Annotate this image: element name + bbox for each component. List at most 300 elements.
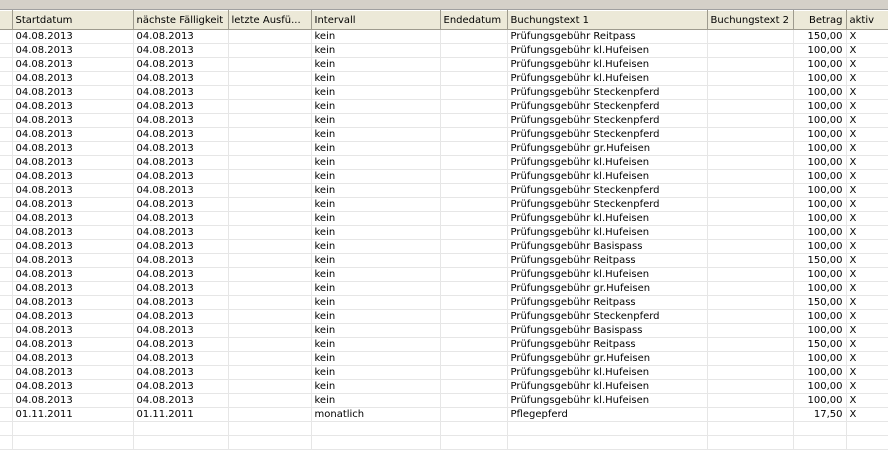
cell-startdatum[interactable]: 01.11.2011 [12,408,133,422]
cell-startdatum[interactable]: 04.08.2013 [12,30,133,44]
row-selector[interactable] [0,324,12,338]
cell-endedatum[interactable] [440,100,507,114]
row-selector[interactable] [0,338,12,352]
cell-betrag[interactable]: 100,00 [793,142,846,156]
cell-buchungstext-2[interactable] [707,184,793,198]
cell-buchungstext-1[interactable]: Prüfungsgebühr kl.Hufeisen [507,44,707,58]
cell-intervall[interactable]: kein [311,128,440,142]
cell-buchungstext-1[interactable]: Prüfungsgebühr Reitpass [507,30,707,44]
cell-intervall[interactable]: kein [311,198,440,212]
cell-aktiv[interactable]: X [846,142,888,156]
cell-letzte-ausfuehrung[interactable] [228,254,311,268]
cell-buchungstext-2[interactable] [707,282,793,296]
cell-letzte-ausfuehrung[interactable] [228,394,311,408]
table-row[interactable] [0,184,888,198]
table-row[interactable] [0,254,888,268]
cell-buchungstext-1[interactable]: Prüfungsgebühr Basispass [507,324,707,338]
cell-buchungstext-2[interactable] [707,380,793,394]
table-row[interactable] [0,170,888,184]
cell-naechste-faelligkeit[interactable]: 04.08.2013 [133,142,228,156]
cell-startdatum[interactable]: 04.08.2013 [12,352,133,366]
cell-intervall[interactable]: kein [311,254,440,268]
cell-buchungstext-1[interactable]: Pflegepferd [507,408,707,422]
cell-aktiv[interactable]: X [846,268,888,282]
cell-naechste-faelligkeit[interactable]: 04.08.2013 [133,268,228,282]
cell-startdatum[interactable]: 04.08.2013 [12,366,133,380]
cell-letzte-ausfuehrung[interactable] [228,114,311,128]
cell-intervall[interactable]: kein [311,324,440,338]
row-selector[interactable] [0,394,12,408]
cell-buchungstext-1[interactable]: Prüfungsgebühr gr.Hufeisen [507,142,707,156]
cell-buchungstext-1[interactable]: Prüfungsgebühr kl.Hufeisen [507,72,707,86]
table-row[interactable] [0,156,888,170]
cell-buchungstext-1[interactable]: Prüfungsgebühr Steckenpferd [507,198,707,212]
cell-naechste-faelligkeit[interactable]: 04.08.2013 [133,44,228,58]
cell-buchungstext-2[interactable] [707,100,793,114]
cell-betrag[interactable]: 100,00 [793,366,846,380]
cell-aktiv[interactable]: X [846,380,888,394]
cell-endedatum[interactable] [440,226,507,240]
cell-letzte-ausfuehrung[interactable] [228,184,311,198]
cell-aktiv[interactable]: X [846,114,888,128]
cell-endedatum[interactable] [440,198,507,212]
cell-buchungstext-1[interactable]: Prüfungsgebühr Steckenpferd [507,128,707,142]
table-row[interactable] [0,394,888,408]
cell-endedatum[interactable] [440,114,507,128]
row-selector[interactable] [0,58,12,72]
cell-letzte-ausfuehrung[interactable] [228,30,311,44]
cell-intervall[interactable]: kein [311,394,440,408]
cell-betrag[interactable]: 100,00 [793,72,846,86]
cell-aktiv[interactable]: X [846,156,888,170]
cell-intervall[interactable]: kein [311,296,440,310]
cell-startdatum[interactable]: 04.08.2013 [12,184,133,198]
cell-naechste-faelligkeit[interactable]: 04.08.2013 [133,198,228,212]
table-row[interactable] [0,142,888,156]
cell-startdatum[interactable]: 04.08.2013 [12,226,133,240]
table-row[interactable] [0,310,888,324]
cell-letzte-ausfuehrung[interactable] [228,156,311,170]
cell-letzte-ausfuehrung[interactable] [228,198,311,212]
cell-betrag[interactable]: 100,00 [793,212,846,226]
cell-intervall[interactable]: kein [311,72,440,86]
cell-intervall[interactable]: kein [311,240,440,254]
cell-startdatum[interactable]: 04.08.2013 [12,170,133,184]
cell-endedatum[interactable] [440,296,507,310]
cell-naechste-faelligkeit[interactable]: 04.08.2013 [133,282,228,296]
cell-buchungstext-2[interactable] [707,72,793,86]
cell-buchungstext-2[interactable] [707,338,793,352]
cell-endedatum[interactable] [440,30,507,44]
cell-betrag[interactable]: 100,00 [793,380,846,394]
cell-aktiv[interactable]: X [846,324,888,338]
cell-betrag[interactable]: 100,00 [793,170,846,184]
cell-buchungstext-2[interactable] [707,408,793,422]
cell-intervall[interactable]: kein [311,212,440,226]
cell-betrag[interactable]: 100,00 [793,156,846,170]
cell-letzte-ausfuehrung[interactable] [228,72,311,86]
cell-naechste-faelligkeit[interactable]: 04.08.2013 [133,352,228,366]
cell-intervall[interactable]: kein [311,268,440,282]
table-row[interactable] [0,408,888,422]
cell-endedatum[interactable] [440,338,507,352]
row-selector-header[interactable] [0,11,12,30]
table-row[interactable] [0,282,888,296]
cell-letzte-ausfuehrung[interactable] [228,100,311,114]
cell-betrag[interactable]: 100,00 [793,44,846,58]
row-selector[interactable] [0,156,12,170]
row-selector[interactable] [0,352,12,366]
cell-naechste-faelligkeit[interactable]: 04.08.2013 [133,58,228,72]
cell-buchungstext-1[interactable]: Prüfungsgebühr Steckenpferd [507,86,707,100]
cell-letzte-ausfuehrung[interactable] [228,310,311,324]
cell-aktiv[interactable]: X [846,366,888,380]
cell-aktiv[interactable]: X [846,184,888,198]
cell-naechste-faelligkeit[interactable]: 04.08.2013 [133,366,228,380]
cell-buchungstext-1[interactable]: Prüfungsgebühr kl.Hufeisen [507,170,707,184]
cell-aktiv[interactable]: X [846,212,888,226]
table-row[interactable] [0,30,888,44]
cell-aktiv[interactable]: X [846,352,888,366]
cell-letzte-ausfuehrung[interactable] [228,366,311,380]
cell-endedatum[interactable] [440,380,507,394]
row-selector[interactable] [0,100,12,114]
cell-buchungstext-1[interactable]: Prüfungsgebühr kl.Hufeisen [507,380,707,394]
cell-betrag[interactable]: 100,00 [793,268,846,282]
cell-betrag[interactable]: 100,00 [793,114,846,128]
column-header-intervall[interactable]: Intervall [311,11,440,30]
cell-letzte-ausfuehrung[interactable] [228,128,311,142]
row-selector[interactable] [0,114,12,128]
cell-naechste-faelligkeit[interactable]: 04.08.2013 [133,380,228,394]
cell-buchungstext-1[interactable]: Prüfungsgebühr gr.Hufeisen [507,282,707,296]
cell-intervall[interactable]: kein [311,310,440,324]
cell-buchungstext-2[interactable] [707,44,793,58]
cell-letzte-ausfuehrung[interactable] [228,338,311,352]
cell-naechste-faelligkeit[interactable]: 04.08.2013 [133,254,228,268]
cell-betrag[interactable]: 100,00 [793,226,846,240]
cell-naechste-faelligkeit[interactable]: 04.08.2013 [133,114,228,128]
cell-startdatum[interactable]: 04.08.2013 [12,72,133,86]
cell-startdatum[interactable]: 04.08.2013 [12,86,133,100]
table-row[interactable] [0,128,888,142]
cell-startdatum[interactable]: 04.08.2013 [12,394,133,408]
cell-betrag[interactable]: 100,00 [793,310,846,324]
cell-letzte-ausfuehrung[interactable] [228,86,311,100]
cell-betrag[interactable]: 100,00 [793,184,846,198]
column-header-aktiv[interactable]: aktiv [846,11,888,30]
cell-buchungstext-2[interactable] [707,324,793,338]
cell-betrag[interactable]: 150,00 [793,254,846,268]
table-row[interactable] [0,114,888,128]
table-row[interactable] [0,44,888,58]
row-selector[interactable] [0,254,12,268]
cell-betrag[interactable]: 100,00 [793,240,846,254]
cell-intervall[interactable]: kein [311,226,440,240]
cell-aktiv[interactable]: X [846,240,888,254]
cell-letzte-ausfuehrung[interactable] [228,240,311,254]
cell-buchungstext-2[interactable] [707,366,793,380]
table-row[interactable] [0,366,888,380]
row-selector[interactable] [0,226,12,240]
table-row[interactable] [0,380,888,394]
cell-startdatum[interactable]: 04.08.2013 [12,310,133,324]
row-selector[interactable] [0,408,12,422]
cell-intervall[interactable]: kein [311,380,440,394]
cell-startdatum[interactable]: 04.08.2013 [12,240,133,254]
cell-buchungstext-2[interactable] [707,156,793,170]
cell-startdatum[interactable]: 04.08.2013 [12,128,133,142]
column-header-startdatum[interactable]: Startdatum [12,11,133,30]
cell-startdatum[interactable]: 04.08.2013 [12,212,133,226]
cell-buchungstext-2[interactable] [707,254,793,268]
cell-endedatum[interactable] [440,366,507,380]
cell-letzte-ausfuehrung[interactable] [228,282,311,296]
cell-endedatum[interactable] [440,58,507,72]
cell-endedatum[interactable] [440,240,507,254]
cell-betrag[interactable]: 100,00 [793,100,846,114]
cell-buchungstext-2[interactable] [707,170,793,184]
cell-aktiv[interactable]: X [846,30,888,44]
table-row[interactable] [0,72,888,86]
cell-intervall[interactable]: kein [311,184,440,198]
cell-buchungstext-1[interactable]: Prüfungsgebühr Steckenpferd [507,310,707,324]
row-selector[interactable] [0,380,12,394]
cell-buchungstext-1[interactable]: Prüfungsgebühr kl.Hufeisen [507,268,707,282]
cell-buchungstext-1[interactable]: Prüfungsgebühr kl.Hufeisen [507,58,707,72]
row-selector[interactable] [0,128,12,142]
cell-intervall[interactable]: kein [311,86,440,100]
cell-buchungstext-2[interactable] [707,268,793,282]
cell-buchungstext-1[interactable]: Prüfungsgebühr Reitpass [507,254,707,268]
cell-endedatum[interactable] [440,212,507,226]
cell-aktiv[interactable]: X [846,198,888,212]
column-header-endedatum[interactable]: Endedatum [440,11,507,30]
cell-betrag[interactable]: 150,00 [793,296,846,310]
row-selector[interactable] [0,170,12,184]
cell-buchungstext-1[interactable]: Prüfungsgebühr kl.Hufeisen [507,156,707,170]
cell-aktiv[interactable]: X [846,296,888,310]
cell-naechste-faelligkeit[interactable]: 04.08.2013 [133,72,228,86]
cell-aktiv[interactable]: X [846,58,888,72]
cell-letzte-ausfuehrung[interactable] [228,380,311,394]
cell-startdatum[interactable]: 04.08.2013 [12,324,133,338]
cell-intervall[interactable]: kein [311,338,440,352]
column-header-betrag[interactable]: Betrag [793,11,846,30]
cell-buchungstext-1[interactable]: Prüfungsgebühr kl.Hufeisen [507,212,707,226]
cell-betrag[interactable]: 100,00 [793,86,846,100]
row-selector[interactable] [0,44,12,58]
cell-startdatum[interactable]: 04.08.2013 [12,198,133,212]
cell-aktiv[interactable]: X [846,86,888,100]
cell-naechste-faelligkeit[interactable]: 04.08.2013 [133,240,228,254]
cell-letzte-ausfuehrung[interactable] [228,352,311,366]
cell-startdatum[interactable]: 04.08.2013 [12,156,133,170]
cell-letzte-ausfuehrung[interactable] [228,170,311,184]
cell-intervall[interactable]: kein [311,58,440,72]
cell-buchungstext-1[interactable]: Prüfungsgebühr Reitpass [507,338,707,352]
cell-betrag[interactable]: 100,00 [793,394,846,408]
row-selector[interactable] [0,310,12,324]
cell-endedatum[interactable] [440,128,507,142]
cell-buchungstext-2[interactable] [707,142,793,156]
cell-startdatum[interactable]: 04.08.2013 [12,254,133,268]
row-selector[interactable] [0,268,12,282]
cell-letzte-ausfuehrung[interactable] [228,212,311,226]
cell-letzte-ausfuehrung[interactable] [228,44,311,58]
cell-startdatum[interactable]: 04.08.2013 [12,296,133,310]
cell-endedatum[interactable] [440,44,507,58]
cell-startdatum[interactable]: 04.08.2013 [12,44,133,58]
cell-buchungstext-2[interactable] [707,394,793,408]
cell-betrag[interactable]: 100,00 [793,282,846,296]
cell-aktiv[interactable]: X [846,72,888,86]
cell-naechste-faelligkeit[interactable]: 04.08.2013 [133,170,228,184]
cell-naechste-faelligkeit[interactable]: 04.08.2013 [133,156,228,170]
booking-grid[interactable] [0,10,888,436]
cell-endedatum[interactable] [440,324,507,338]
cell-startdatum[interactable]: 04.08.2013 [12,58,133,72]
cell-endedatum[interactable] [440,268,507,282]
row-selector[interactable] [0,366,12,380]
cell-endedatum[interactable] [440,170,507,184]
cell-buchungstext-2[interactable] [707,30,793,44]
cell-betrag[interactable]: 100,00 [793,324,846,338]
cell-letzte-ausfuehrung[interactable] [228,226,311,240]
cell-betrag[interactable]: 150,00 [793,30,846,44]
table-row[interactable] [0,296,888,310]
cell-letzte-ausfuehrung[interactable] [228,58,311,72]
cell-naechste-faelligkeit[interactable]: 04.08.2013 [133,212,228,226]
table-row[interactable] [0,86,888,100]
cell-buchungstext-2[interactable] [707,86,793,100]
cell-naechste-faelligkeit[interactable]: 04.08.2013 [133,128,228,142]
cell-endedatum[interactable] [440,394,507,408]
cell-endedatum[interactable] [440,310,507,324]
cell-aktiv[interactable]: X [846,282,888,296]
cell-naechste-faelligkeit[interactable]: 04.08.2013 [133,338,228,352]
row-selector[interactable] [0,30,12,44]
cell-letzte-ausfuehrung[interactable] [228,324,311,338]
row-selector[interactable] [0,72,12,86]
cell-startdatum[interactable]: 04.08.2013 [12,268,133,282]
cell-naechste-faelligkeit[interactable]: 04.08.2013 [133,394,228,408]
cell-naechste-faelligkeit[interactable]: 01.11.2011 [133,408,228,422]
cell-startdatum[interactable]: 04.08.2013 [12,142,133,156]
column-header-buchungstext-1[interactable]: Buchungstext 1 [507,11,707,30]
row-selector[interactable] [0,142,12,156]
table-row[interactable] [0,268,888,282]
cell-letzte-ausfuehrung[interactable] [228,296,311,310]
cell-betrag[interactable]: 100,00 [793,58,846,72]
cell-intervall[interactable]: kein [311,142,440,156]
cell-buchungstext-2[interactable] [707,58,793,72]
cell-aktiv[interactable]: X [846,310,888,324]
cell-buchungstext-2[interactable] [707,226,793,240]
cell-buchungstext-1[interactable]: Prüfungsgebühr Steckenpferd [507,100,707,114]
table-row[interactable] [0,338,888,352]
cell-letzte-ausfuehrung[interactable] [228,268,311,282]
cell-buchungstext-1[interactable]: Prüfungsgebühr Steckenpferd [507,114,707,128]
cell-betrag[interactable]: 150,00 [793,338,846,352]
cell-aktiv[interactable]: X [846,394,888,408]
cell-betrag[interactable]: 100,00 [793,128,846,142]
cell-endedatum[interactable] [440,142,507,156]
cell-endedatum[interactable] [440,254,507,268]
cell-endedatum[interactable] [440,156,507,170]
cell-buchungstext-2[interactable] [707,114,793,128]
row-selector[interactable] [0,282,12,296]
cell-buchungstext-2[interactable] [707,198,793,212]
cell-endedatum[interactable] [440,86,507,100]
cell-buchungstext-2[interactable] [707,240,793,254]
cell-startdatum[interactable]: 04.08.2013 [12,282,133,296]
column-header-letzte-ausfuehrung[interactable]: letzte Ausfü... [228,11,311,30]
cell-buchungstext-1[interactable]: Prüfungsgebühr kl.Hufeisen [507,394,707,408]
cell-intervall[interactable]: kein [311,282,440,296]
cell-intervall[interactable]: kein [311,30,440,44]
cell-endedatum[interactable] [440,352,507,366]
cell-startdatum[interactable]: 04.08.2013 [12,114,133,128]
row-selector[interactable] [0,240,12,254]
cell-endedatum[interactable] [440,72,507,86]
cell-naechste-faelligkeit[interactable]: 04.08.2013 [133,310,228,324]
table-row[interactable] [0,226,888,240]
cell-naechste-faelligkeit[interactable]: 04.08.2013 [133,296,228,310]
cell-endedatum[interactable] [440,282,507,296]
cell-buchungstext-2[interactable] [707,352,793,366]
table-row[interactable] [0,324,888,338]
cell-aktiv[interactable]: X [846,44,888,58]
cell-letzte-ausfuehrung[interactable] [228,142,311,156]
cell-buchungstext-2[interactable] [707,310,793,324]
cell-buchungstext-1[interactable]: Prüfungsgebühr Steckenpferd [507,184,707,198]
cell-startdatum[interactable]: 04.08.2013 [12,100,133,114]
cell-intervall[interactable]: kein [311,44,440,58]
row-selector[interactable] [0,296,12,310]
cell-buchungstext-1[interactable]: Prüfungsgebühr gr.Hufeisen [507,352,707,366]
row-selector[interactable] [0,86,12,100]
cell-aktiv[interactable]: X [846,100,888,114]
row-selector[interactable] [0,198,12,212]
table-row[interactable] [0,212,888,226]
cell-aktiv[interactable]: X [846,408,888,422]
cell-betrag[interactable]: 100,00 [793,352,846,366]
column-header-naechste-faelligkeit[interactable]: nächste Fälligkeit [133,11,228,30]
cell-letzte-ausfuehrung[interactable] [228,408,311,422]
cell-aktiv[interactable]: X [846,226,888,240]
cell-intervall[interactable]: kein [311,100,440,114]
cell-naechste-faelligkeit[interactable]: 04.08.2013 [133,30,228,44]
cell-startdatum[interactable]: 04.08.2013 [12,338,133,352]
cell-intervall[interactable]: kein [311,156,440,170]
cell-intervall[interactable]: monatlich [311,408,440,422]
cell-endedatum[interactable] [440,184,507,198]
table-row[interactable] [0,352,888,366]
row-selector[interactable] [0,184,12,198]
cell-intervall[interactable]: kein [311,366,440,380]
cell-buchungstext-2[interactable] [707,128,793,142]
cell-aktiv[interactable]: X [846,254,888,268]
cell-endedatum[interactable] [440,408,507,422]
cell-aktiv[interactable]: X [846,170,888,184]
cell-betrag[interactable]: 17,50 [793,408,846,422]
cell-intervall[interactable]: kein [311,352,440,366]
cell-buchungstext-2[interactable] [707,296,793,310]
table-row[interactable] [0,100,888,114]
cell-buchungstext-1[interactable]: Prüfungsgebühr Reitpass [507,296,707,310]
row-selector[interactable] [0,212,12,226]
